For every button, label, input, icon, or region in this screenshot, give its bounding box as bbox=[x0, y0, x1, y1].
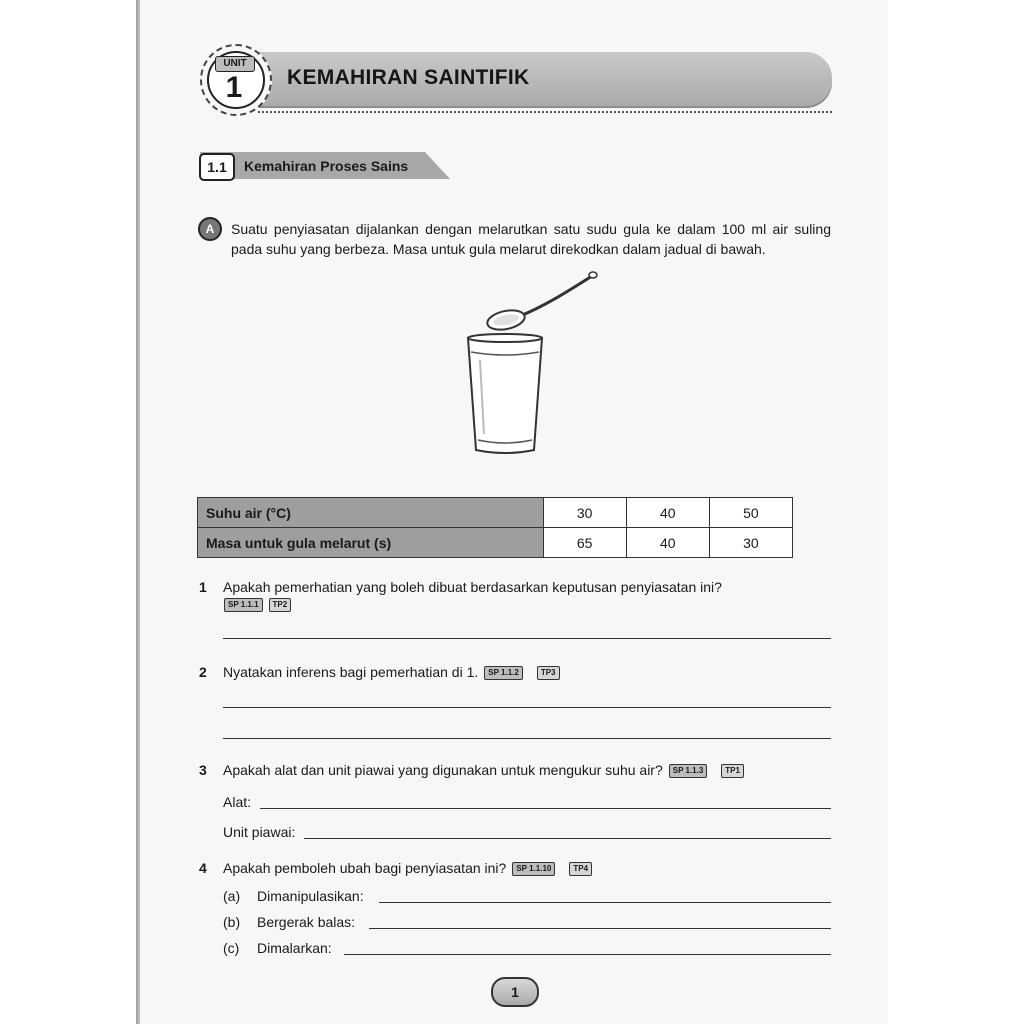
sp-tag: SP 1.1.1 bbox=[224, 598, 263, 612]
row-header-temperature: Suhu air (°C) bbox=[198, 498, 544, 528]
section-number: 1.1 bbox=[199, 153, 235, 181]
tp-tag: TP2 bbox=[269, 598, 292, 612]
table-cell: 65 bbox=[543, 528, 626, 558]
question-1-tags bbox=[218, 596, 291, 612]
intro-paragraph: Suatu penyiasatan dijalankan dengan melarutkan satu sudu gula ke dalam 100 ml air suling pada suhu yang berbeza. Masa untuk gula melarut direkodkan dalam jadual di bawah. bbox=[231, 221, 831, 257]
spoon-handle bbox=[520, 276, 592, 316]
q4b-text: Bergerak balas: bbox=[257, 914, 356, 930]
answer-line-q1[interactable] bbox=[223, 638, 831, 639]
alat-answer-line[interactable] bbox=[260, 808, 831, 809]
unit-piawai-label: Unit piawai: bbox=[223, 824, 296, 840]
table-cell: 50 bbox=[709, 498, 792, 528]
unit-title: KEMAHIRAN SAINTIFIK bbox=[287, 66, 530, 89]
question-2-text bbox=[223, 664, 560, 680]
q4b-answer-line[interactable] bbox=[369, 928, 831, 929]
glass-rim bbox=[468, 334, 542, 342]
question-2-number: 2 bbox=[199, 664, 207, 680]
table-cell: 40 bbox=[626, 498, 709, 528]
part-a-badge: A bbox=[198, 217, 222, 241]
section-title: Kemahiran Proses Sains bbox=[244, 158, 409, 174]
q4b-label: (b) bbox=[223, 914, 241, 930]
question-4-text bbox=[223, 860, 592, 876]
tp-tag: TP3 bbox=[537, 666, 560, 680]
banner-divider bbox=[258, 111, 832, 113]
q4a-text: Dimanipulasikan: bbox=[257, 888, 364, 904]
question-1-text: Apakah pemerhatian yang boleh dibuat berdasarkan keputusan penyiasatan ini? bbox=[223, 579, 722, 595]
spoon-tip bbox=[589, 272, 597, 278]
tp-tag: TP4 bbox=[569, 862, 592, 876]
q4a-answer-line[interactable] bbox=[379, 902, 831, 903]
alat-label: Alat: bbox=[223, 794, 252, 810]
question-3-text bbox=[223, 762, 744, 778]
tp-tag: TP1 bbox=[721, 764, 744, 778]
question-1-number: 1 bbox=[199, 579, 207, 595]
q4c-text: Dimalarkan: bbox=[257, 940, 332, 956]
answer-line-q2b[interactable] bbox=[223, 738, 831, 739]
page-number: 1 bbox=[491, 977, 539, 1007]
unit-piawai-answer-line[interactable] bbox=[304, 838, 831, 839]
answer-line-q2a[interactable] bbox=[223, 707, 831, 708]
unit-number: 1 bbox=[225, 71, 243, 104]
table-row bbox=[198, 498, 793, 528]
question-4-number: 4 bbox=[199, 860, 207, 876]
row-header-dissolve-time: Masa untuk gula melarut (s) bbox=[198, 528, 544, 558]
q4c-answer-line[interactable] bbox=[344, 954, 831, 955]
table-cell: 30 bbox=[709, 528, 792, 558]
q4c-label: (c) bbox=[223, 940, 240, 956]
table-cell: 40 bbox=[626, 528, 709, 558]
glass-and-spoon-illustration bbox=[460, 268, 600, 468]
results-table bbox=[197, 497, 793, 558]
question-3-number: 3 bbox=[199, 762, 207, 778]
table-cell: 30 bbox=[543, 498, 626, 528]
question-2-label: Nyatakan inferens bagi pemerhatian di 1. bbox=[223, 664, 479, 680]
unit-label: UNIT bbox=[215, 56, 255, 72]
sp-tag: SP 1.1.2 bbox=[484, 666, 523, 680]
question-4-label: Apakah pemboleh ubah bagi penyiasatan ini? bbox=[223, 860, 507, 876]
table-row bbox=[198, 528, 793, 558]
q4a-label: (a) bbox=[223, 888, 241, 904]
sp-tag: SP 1.1.10 bbox=[512, 862, 555, 876]
question-3-label: Apakah alat dan unit piawai yang digunakan untuk mengukur suhu air? bbox=[223, 762, 663, 778]
sp-tag: SP 1.1.3 bbox=[669, 764, 708, 778]
